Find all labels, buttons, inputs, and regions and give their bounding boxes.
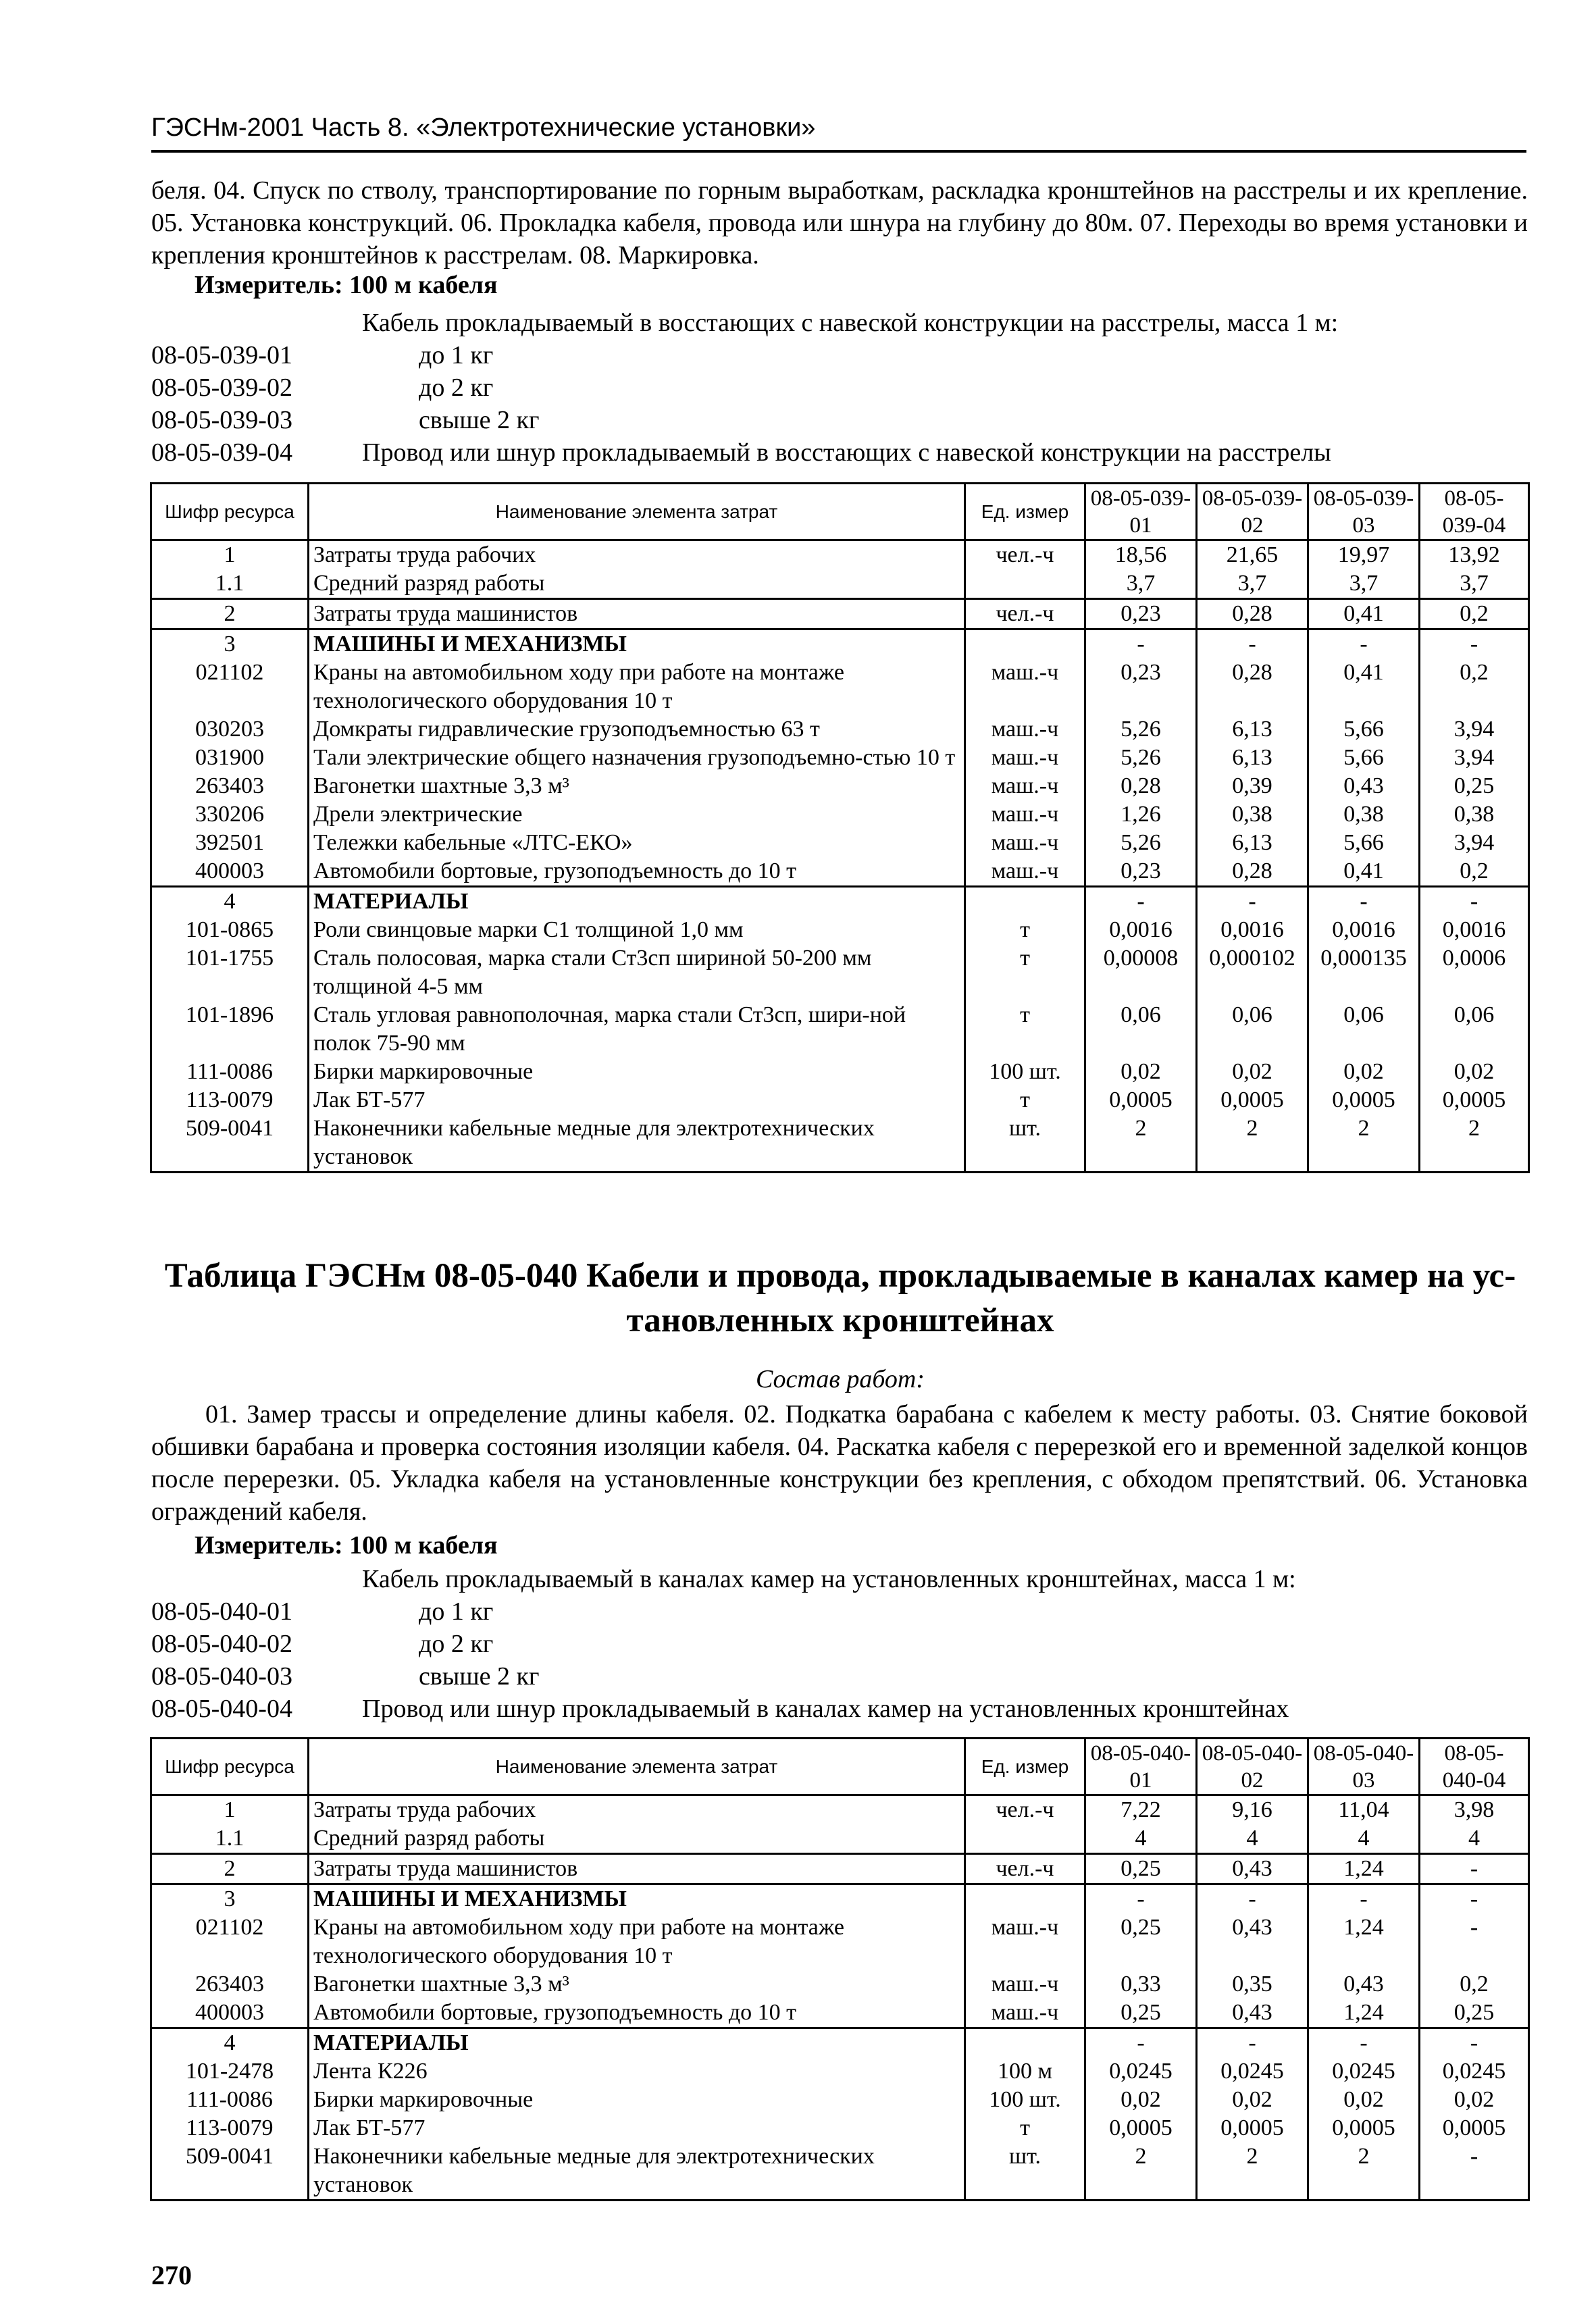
cell-value: 0,02 xyxy=(1085,2086,1197,2114)
cell-value: 0,02 xyxy=(1197,2086,1308,2114)
cell-value: 13,92 xyxy=(1420,540,1529,570)
cell-value: 0,25 xyxy=(1085,1854,1197,1884)
cell-value: 0,0016 xyxy=(1085,916,1197,944)
cell-value: 1,26 xyxy=(1085,800,1197,829)
cell-value: 4 xyxy=(1308,1824,1420,1854)
cell-name: Краны на автомобильном ходу при работе на монтаже технологического оборудования 10 т xyxy=(309,659,965,715)
cell-name: Наконечники кабельные медные для электротехнических установок xyxy=(309,2142,965,2201)
table-row xyxy=(151,2114,1529,2142)
table-title-line: тановленных кронштейнах xyxy=(626,1302,1054,1339)
cell-code: 021102 xyxy=(151,659,309,715)
cell-value: 3,94 xyxy=(1420,715,1529,744)
cell-value: 0,0245 xyxy=(1308,2057,1420,2086)
table-row xyxy=(151,2057,1529,2086)
table-row xyxy=(151,857,1529,887)
cell-code: 021102 xyxy=(151,1913,309,1970)
cell-code: 392501 xyxy=(151,829,309,857)
cell-value: - xyxy=(1308,629,1420,659)
cell-name: Краны на автомобильном ходу при работе на монтаже технологического оборудования 10 т xyxy=(309,1913,965,1970)
cell-unit: маш.-ч xyxy=(965,1970,1085,1999)
code-text: до 1 кг xyxy=(419,341,494,369)
composition-label: Состав работ: xyxy=(755,1365,925,1393)
composition-paragraph: 01. Замер трассы и определение длины кабеля. 02. Подкатка барабана с кабелем к месту работы. 03. Снятие боковой обшивки барабана и проверка состояния изоляции кабеля. 04. Раскатка кабеля с перерезкой его и временной заделкой концов после перерезки. 05. Укладка кабеля на установленные конструкции без крепления, с обходом препятствий. 06. Установка ограждений кабеля. xyxy=(151,1400,1528,1526)
cell-value: 0,43 xyxy=(1197,1854,1308,1884)
col-header-code: Шифр ресурса xyxy=(151,1739,309,1795)
cell-value: 0,38 xyxy=(1308,800,1420,829)
col-header-unit: Ед. измер xyxy=(965,484,1085,540)
cell-value: 1,24 xyxy=(1308,1913,1420,1970)
cell-value: - xyxy=(1197,629,1308,659)
cell-unit: маш.-ч xyxy=(965,857,1085,887)
cell-value: 19,97 xyxy=(1308,540,1420,570)
measure-label: Измеритель: 100 м кабеля xyxy=(195,1531,498,1560)
cell-name: Вагонетки шахтные 3,3 м³ xyxy=(309,772,965,800)
cell-value: 6,13 xyxy=(1197,715,1308,744)
code-text: до 2 кг xyxy=(419,374,494,402)
cell-unit xyxy=(965,1884,1085,1914)
table-row xyxy=(151,599,1529,629)
cell-value: 6,13 xyxy=(1197,829,1308,857)
table-row xyxy=(151,1913,1529,1970)
table-row xyxy=(151,1058,1529,1086)
cell-value: 0,0005 xyxy=(1308,2114,1420,2142)
col-header-norm: 08-05-039-03 xyxy=(1308,484,1420,540)
col-header-unit: Ед. измер xyxy=(965,1739,1085,1795)
cell-value: 5,66 xyxy=(1308,829,1420,857)
table-row xyxy=(151,2086,1529,2114)
table-row xyxy=(151,1970,1529,1999)
table-row xyxy=(151,829,1529,857)
cell-value: 0,000102 xyxy=(1197,944,1308,1001)
cell-value: - xyxy=(1420,2028,1529,2058)
cell-code: 2 xyxy=(151,1854,309,1884)
cell-unit: маш.-ч xyxy=(965,772,1085,800)
cell-value: 0,28 xyxy=(1197,857,1308,887)
cell-value: 0,000135 xyxy=(1308,944,1420,1001)
cell-unit xyxy=(965,1824,1085,1854)
code-text: Провод или шнур прокладываемый в каналах камер на установленных кронштейнах xyxy=(362,1695,1289,1723)
cell-unit xyxy=(965,887,1085,917)
table-row xyxy=(151,2028,1529,2058)
table-row xyxy=(151,1824,1529,1854)
cell-name: Затраты труда рабочих xyxy=(309,540,965,570)
cell-code: 101-1755 xyxy=(151,944,309,1001)
cell-unit: 100 шт. xyxy=(965,2086,1085,2114)
table-title xyxy=(151,1254,1529,1343)
cell-value: 0,06 xyxy=(1197,1001,1308,1058)
cell-name: Бирки маркировочные xyxy=(309,1058,965,1086)
resource-table-040 xyxy=(150,1737,1530,2201)
cell-value: 0,28 xyxy=(1197,599,1308,629)
table-row xyxy=(151,629,1529,659)
cell-unit: 100 шт. xyxy=(965,1058,1085,1086)
cell-value: 0,23 xyxy=(1085,599,1197,629)
cell-value: 0,25 xyxy=(1085,1913,1197,1970)
cell-value: 0,41 xyxy=(1308,659,1420,715)
cell-code: 1.1 xyxy=(151,569,309,599)
cell-value: 0,0006 xyxy=(1420,944,1529,1001)
cell-value: 5,26 xyxy=(1085,829,1197,857)
cell-value: 3,7 xyxy=(1197,569,1308,599)
cell-unit xyxy=(965,569,1085,599)
cell-unit: т xyxy=(965,1086,1085,1114)
table-row xyxy=(151,1795,1529,1825)
cell-name: Бирки маркировочные xyxy=(309,2086,965,2114)
table-row xyxy=(151,540,1529,570)
cell-value: 0,23 xyxy=(1085,659,1197,715)
cell-value: 0,0005 xyxy=(1197,1086,1308,1114)
cell-code: 111-0086 xyxy=(151,1058,309,1086)
table-title-line: Таблица ГЭСНм 08-05-040 Кабели и провода, прокладываемые в каналах камер на ус- xyxy=(164,1257,1516,1295)
cell-code: 330206 xyxy=(151,800,309,829)
cell-value: 0,0005 xyxy=(1420,1086,1529,1114)
cell-unit: шт. xyxy=(965,1114,1085,1173)
cell-name: Домкраты гидравлические грузоподъемностью 63 т xyxy=(309,715,965,744)
cell-code: 2 xyxy=(151,599,309,629)
cell-value: 0,2 xyxy=(1420,1970,1529,1999)
cell-value: 3,7 xyxy=(1085,569,1197,599)
code: 08-05-039-01 xyxy=(151,341,292,369)
col-header-norm: 08-05-040-02 xyxy=(1197,1739,1308,1795)
cell-name: МАШИНЫ И МЕХАНИЗМЫ xyxy=(309,1884,965,1914)
table-row xyxy=(151,1114,1529,1173)
cell-value: 0,25 xyxy=(1085,1999,1197,2028)
cell-value: 4 xyxy=(1420,1824,1529,1854)
cell-value: 9,16 xyxy=(1197,1795,1308,1825)
cell-value: - xyxy=(1420,1884,1529,1914)
cell-value: 0,0005 xyxy=(1085,1086,1197,1114)
cell-unit: маш.-ч xyxy=(965,744,1085,772)
cell-value: 0,41 xyxy=(1308,599,1420,629)
cell-value: 0,00008 xyxy=(1085,944,1197,1001)
col-header-norm: 08-05-040-04 xyxy=(1420,1739,1529,1795)
cell-value: 4 xyxy=(1197,1824,1308,1854)
cell-name: Средний разряд работы xyxy=(309,1824,965,1854)
cell-value: 4 xyxy=(1085,1824,1197,1854)
cell-name: Роли свинцовые марки С1 толщиной 1,0 мм xyxy=(309,916,965,944)
cell-value: 11,04 xyxy=(1308,1795,1420,1825)
cell-value: 0,25 xyxy=(1420,1999,1529,2028)
cell-value: - xyxy=(1308,1884,1420,1914)
cell-code: 113-0079 xyxy=(151,2114,309,2142)
cell-unit: т xyxy=(965,916,1085,944)
cell-code: 031900 xyxy=(151,744,309,772)
cell-value: 2 xyxy=(1197,2142,1308,2201)
cell-name: Наконечники кабельные медные для электротехнических установок xyxy=(309,1114,965,1173)
running-header: ГЭСНм-2001 Часть 8. «Электротехнические установки» xyxy=(151,113,816,142)
cell-code: 509-0041 xyxy=(151,1114,309,1173)
cell-value: 0,43 xyxy=(1308,772,1420,800)
intro-paragraph: беля. 04. Спуск по стволу, транспортирование по горным выработкам, раскладка кронштейнов на расстрелы и их крепление. 05. Установка конструкций. 06. Прокладка кабеля, провода или шнура на глубину до 80м. 07. Переходы во время установки и крепления кронштейнов к расстрелам. 08. Маркировка. xyxy=(151,176,1528,269)
code: 08-05-040-03 xyxy=(151,1662,292,1691)
cell-value: 0,43 xyxy=(1197,1913,1308,1970)
cell-value: 0,06 xyxy=(1085,1001,1197,1058)
cell-value: 6,13 xyxy=(1197,744,1308,772)
cell-value: 0,23 xyxy=(1085,857,1197,887)
table-row xyxy=(151,2142,1529,2201)
cell-name: Затраты труда рабочих xyxy=(309,1795,965,1825)
cell-value: - xyxy=(1197,2028,1308,2058)
cell-value: 0,0005 xyxy=(1197,2114,1308,2142)
table-row xyxy=(151,772,1529,800)
cell-value: 0,06 xyxy=(1308,1001,1420,1058)
code-text: свыше 2 кг xyxy=(419,406,540,434)
cell-value: 0,0005 xyxy=(1420,2114,1529,2142)
cell-value: 0,0016 xyxy=(1308,916,1420,944)
table-row xyxy=(151,1884,1529,1914)
group-description: Кабель прокладываемый в каналах камер на установленных кронштейнах, масса 1 м: xyxy=(362,1565,1296,1593)
cell-value: - xyxy=(1197,887,1308,917)
cell-value: 0,02 xyxy=(1420,2086,1529,2114)
cell-value: - xyxy=(1308,887,1420,917)
cell-value: 0,2 xyxy=(1420,599,1529,629)
cell-value: 0,43 xyxy=(1308,1970,1420,1999)
cell-name: Автомобили бортовые, грузоподъемность до 10 т xyxy=(309,857,965,887)
cell-unit: маш.-ч xyxy=(965,800,1085,829)
cell-value: 0,0245 xyxy=(1197,2057,1308,2086)
table-row xyxy=(151,944,1529,1001)
header-rule xyxy=(151,150,1526,153)
code-text: Провод или шнур прокладываемый в восстающих с навеской конструкции на расстрелы xyxy=(362,438,1331,467)
code: 08-05-039-04 xyxy=(151,438,292,467)
col-header-name: Наименование элемента затрат xyxy=(309,484,965,540)
table-row xyxy=(151,1854,1529,1884)
code-text: свыше 2 кг xyxy=(419,1662,540,1691)
cell-value: 0,33 xyxy=(1085,1970,1197,1999)
table-row xyxy=(151,1086,1529,1114)
cell-code: 101-1896 xyxy=(151,1001,309,1058)
table-row xyxy=(151,800,1529,829)
cell-name: МАТЕРИАЛЫ xyxy=(309,2028,965,2058)
cell-value: 0,28 xyxy=(1197,659,1308,715)
cell-code: 509-0041 xyxy=(151,2142,309,2201)
col-header-name: Наименование элемента затрат xyxy=(309,1739,965,1795)
cell-unit: маш.-ч xyxy=(965,659,1085,715)
cell-value: - xyxy=(1420,2142,1529,2201)
cell-code: 1.1 xyxy=(151,1824,309,1854)
cell-value: 21,65 xyxy=(1197,540,1308,570)
cell-unit: чел.-ч xyxy=(965,1854,1085,1884)
cell-value: 1,24 xyxy=(1308,1999,1420,2028)
cell-value: 1,24 xyxy=(1308,1854,1420,1884)
cell-unit: маш.-ч xyxy=(965,715,1085,744)
cell-name: Затраты труда машинистов xyxy=(309,1854,965,1884)
cell-value: - xyxy=(1420,629,1529,659)
col-header-norm: 08-05-040-03 xyxy=(1308,1739,1420,1795)
col-header-norm: 08-05-039-02 xyxy=(1197,484,1308,540)
cell-value: 0,2 xyxy=(1420,857,1529,887)
cell-value: 2 xyxy=(1308,2142,1420,2201)
cell-value: - xyxy=(1085,629,1197,659)
cell-value: 5,26 xyxy=(1085,744,1197,772)
cell-value: - xyxy=(1197,1884,1308,1914)
cell-value: 0,2 xyxy=(1420,659,1529,715)
cell-value: - xyxy=(1420,1854,1529,1884)
table-row xyxy=(151,1001,1529,1058)
cell-value: 5,66 xyxy=(1308,744,1420,772)
cell-value: - xyxy=(1420,1913,1529,1970)
cell-name: Сталь полосовая, марка стали Ст3сп шириной 50-200 мм толщиной 4-5 мм xyxy=(309,944,965,1001)
cell-value: 0,41 xyxy=(1308,857,1420,887)
cell-name: Затраты труда машинистов xyxy=(309,599,965,629)
table-body xyxy=(151,540,1529,1173)
cell-value: 0,02 xyxy=(1420,1058,1529,1086)
cell-code: 3 xyxy=(151,1884,309,1914)
cell-value: 0,35 xyxy=(1197,1970,1308,1999)
resource-table-039 xyxy=(150,482,1530,1173)
cell-value: 2 xyxy=(1197,1114,1308,1173)
table-row xyxy=(151,887,1529,917)
cell-code: 1 xyxy=(151,540,309,570)
cell-value: 0,0016 xyxy=(1420,916,1529,944)
cell-value: 0,25 xyxy=(1420,772,1529,800)
cell-name: Тележки кабельные «ЛТС-ЕКО» xyxy=(309,829,965,857)
cell-value: 2 xyxy=(1085,2142,1197,2201)
cell-name: Вагонетки шахтные 3,3 м³ xyxy=(309,1970,965,1999)
cell-code: 030203 xyxy=(151,715,309,744)
cell-name: Тали электрические общего назначения грузоподъемно-стью 10 т xyxy=(309,744,965,772)
cell-value: 18,56 xyxy=(1085,540,1197,570)
cell-code: 3 xyxy=(151,629,309,659)
table-row xyxy=(151,659,1529,715)
cell-unit: шт. xyxy=(965,2142,1085,2201)
col-header-norm: 08-05-039-01 xyxy=(1085,484,1197,540)
cell-value: 0,43 xyxy=(1197,1999,1308,2028)
cell-unit: 100 м xyxy=(965,2057,1085,2086)
cell-unit: маш.-ч xyxy=(965,829,1085,857)
cell-value: 0,02 xyxy=(1308,1058,1420,1086)
cell-code: 4 xyxy=(151,2028,309,2058)
cell-unit: маш.-ч xyxy=(965,1999,1085,2028)
code-text: до 1 кг xyxy=(419,1597,494,1626)
cell-value: 5,66 xyxy=(1308,715,1420,744)
cell-code: 263403 xyxy=(151,1970,309,1999)
cell-unit: т xyxy=(965,2114,1085,2142)
table-body xyxy=(151,1795,1529,2201)
cell-code: 101-0865 xyxy=(151,916,309,944)
cell-unit: маш.-ч xyxy=(965,1913,1085,1970)
cell-value: 0,0005 xyxy=(1308,1086,1420,1114)
cell-name: Лак БТ-577 xyxy=(309,2114,965,2142)
code: 08-05-039-02 xyxy=(151,374,292,402)
col-header-code: Шифр ресурса xyxy=(151,484,309,540)
code: 08-05-040-04 xyxy=(151,1695,292,1723)
cell-value: 0,02 xyxy=(1085,1058,1197,1086)
table-row xyxy=(151,569,1529,599)
cell-value: 0,38 xyxy=(1420,800,1529,829)
cell-code: 400003 xyxy=(151,857,309,887)
cell-value: - xyxy=(1420,887,1529,917)
cell-code: 111-0086 xyxy=(151,2086,309,2114)
cell-unit: чел.-ч xyxy=(965,540,1085,570)
cell-unit: чел.-ч xyxy=(965,599,1085,629)
cell-value: 2 xyxy=(1085,1114,1197,1173)
cell-value: 0,02 xyxy=(1308,2086,1420,2114)
cell-value: 7,22 xyxy=(1085,1795,1197,1825)
cell-code: 1 xyxy=(151,1795,309,1825)
cell-name: Автомобили бортовые, грузоподъемность до 10 т xyxy=(309,1999,965,2028)
cell-code: 263403 xyxy=(151,772,309,800)
cell-value: 0,38 xyxy=(1197,800,1308,829)
table-row xyxy=(151,744,1529,772)
cell-value: 0,0005 xyxy=(1085,2114,1197,2142)
cell-value: 0,0245 xyxy=(1085,2057,1197,2086)
cell-value: - xyxy=(1085,1884,1197,1914)
cell-name: МАШИНЫ И МЕХАНИЗМЫ xyxy=(309,629,965,659)
cell-value: - xyxy=(1308,2028,1420,2058)
cell-name: Дрели электрические xyxy=(309,800,965,829)
col-header-norm: 08-05-040-01 xyxy=(1085,1739,1197,1795)
code: 08-05-040-01 xyxy=(151,1597,292,1626)
cell-code: 101-2478 xyxy=(151,2057,309,2086)
cell-value: 2 xyxy=(1308,1114,1420,1173)
cell-unit xyxy=(965,629,1085,659)
cell-value: 0,39 xyxy=(1197,772,1308,800)
cell-value: 3,94 xyxy=(1420,829,1529,857)
code-text: до 2 кг xyxy=(419,1630,494,1658)
cell-code: 400003 xyxy=(151,1999,309,2028)
cell-value: 0,0016 xyxy=(1197,916,1308,944)
code: 08-05-040-02 xyxy=(151,1630,292,1658)
page-number: 270 xyxy=(151,2260,192,2290)
cell-value: 3,7 xyxy=(1420,569,1529,599)
cell-code: 4 xyxy=(151,887,309,917)
cell-value: 5,26 xyxy=(1085,715,1197,744)
cell-unit: чел.-ч xyxy=(965,1795,1085,1825)
cell-value: 3,7 xyxy=(1308,569,1420,599)
cell-value: 0,02 xyxy=(1197,1058,1308,1086)
table-row xyxy=(151,916,1529,944)
cell-name: Сталь угловая равнополочная, марка стали Ст3сп, шири-ной полок 75-90 мм xyxy=(309,1001,965,1058)
cell-name: Лак БТ-577 xyxy=(309,1086,965,1114)
cell-value: 3,94 xyxy=(1420,744,1529,772)
table-row xyxy=(151,715,1529,744)
cell-unit: т xyxy=(965,944,1085,1001)
cell-name: МАТЕРИАЛЫ xyxy=(309,887,965,917)
table-row xyxy=(151,1999,1529,2028)
col-header-norm: 08-05-039-04 xyxy=(1420,484,1529,540)
measure-label: Измеритель: 100 м кабеля xyxy=(195,271,498,299)
cell-code: 113-0079 xyxy=(151,1086,309,1114)
cell-value: 0,06 xyxy=(1420,1001,1529,1058)
cell-value: 3,98 xyxy=(1420,1795,1529,1825)
cell-value: 0,28 xyxy=(1085,772,1197,800)
cell-unit xyxy=(965,2028,1085,2058)
code: 08-05-039-03 xyxy=(151,406,292,434)
cell-name: Лента К226 xyxy=(309,2057,965,2086)
cell-name: Средний разряд работы xyxy=(309,569,965,599)
cell-value: 0,0245 xyxy=(1420,2057,1529,2086)
cell-value: 2 xyxy=(1420,1114,1529,1173)
cell-unit: т xyxy=(965,1001,1085,1058)
group-description: Кабель прокладываемый в восстающих с навеской конструкции на расстрелы, масса 1 м: xyxy=(362,309,1339,337)
cell-value: - xyxy=(1085,887,1197,917)
cell-value: - xyxy=(1085,2028,1197,2058)
